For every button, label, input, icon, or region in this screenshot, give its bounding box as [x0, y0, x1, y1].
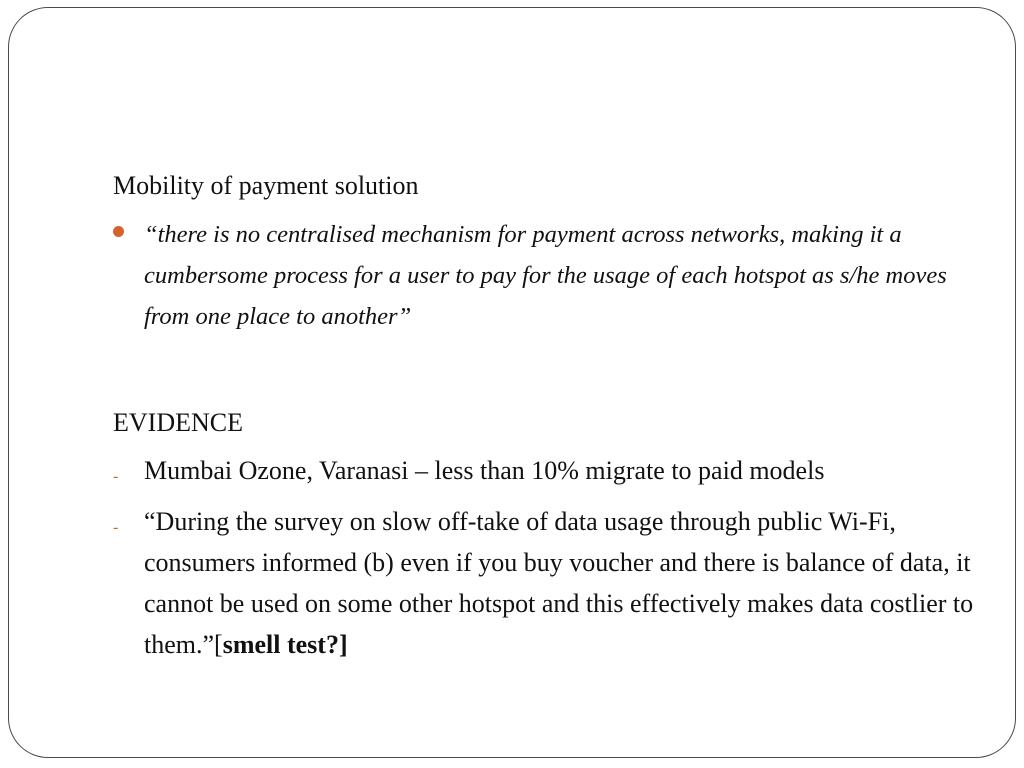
evidence-item-1 [113, 450, 983, 491]
slide-heading: Mobility of payment solution [113, 171, 419, 200]
evidence-item-2 [113, 501, 983, 665]
dash-bullet-icon: - [113, 468, 119, 485]
smell-open-bracket: [ [214, 630, 223, 659]
evidence-item-text: Mumbai Ozone, Varanasi – less than 10% migrate to paid models [144, 456, 825, 485]
quote-bullet [113, 214, 983, 337]
bullet-dot-icon [113, 226, 124, 237]
dash-bullet-icon: - [113, 519, 119, 536]
evidence-heading: EVIDENCE [113, 408, 243, 437]
smell-test-note: smell test?] [222, 630, 348, 659]
slide-content [113, 168, 983, 665]
evidence-item-text: “During the survey on slow off-take of data usage through public Wi-Fi, consumers informed (b) even if you buy voucher and there is balance of data, it cannot be used on some other hotspot and this effectively makes data costlier to them.” [144, 507, 974, 659]
quote-text: “there is no centralised mechanism for payment across networks, making it a cumbersome process for a user to pay for the usage of each hotspot as s/he moves from one place to another” [144, 221, 947, 330]
